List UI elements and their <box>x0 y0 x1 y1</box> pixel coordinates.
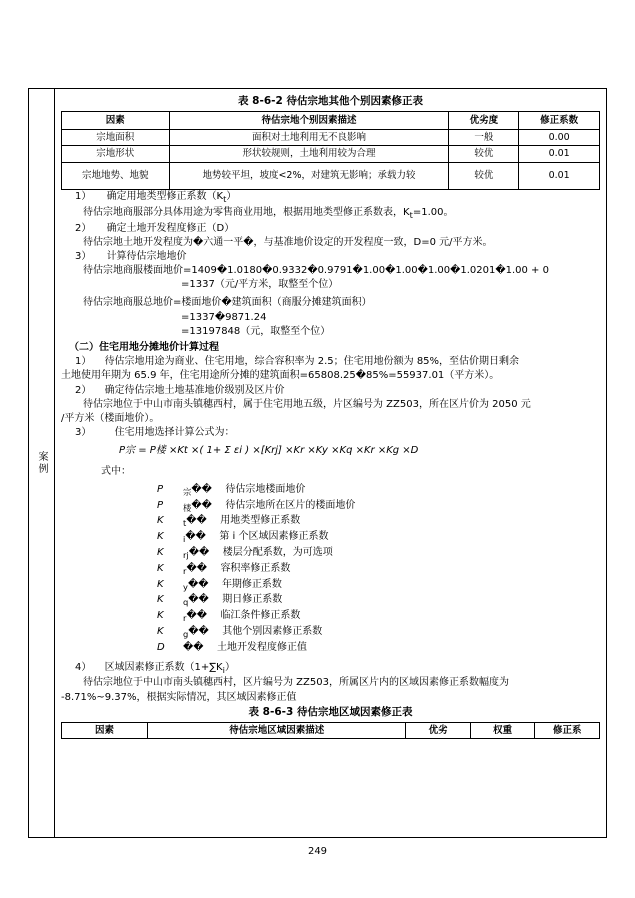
table1-header-quality: 优劣度 <box>449 111 519 129</box>
table2-header-weight: 权重 <box>470 722 535 738</box>
symbol-def-row <box>157 546 600 562</box>
section2-item4-heading-sub: i <box>222 664 225 675</box>
table-header-row <box>62 111 600 129</box>
item1-line <box>75 190 600 206</box>
symbol-10: D <box>157 641 165 653</box>
symbol-10-desc: 土地开发程度修正值 <box>217 641 307 653</box>
item1-body <box>83 206 600 222</box>
symbol-6-desc: 年期修正系数 <box>221 578 282 590</box>
table2-header-coefficient: 修正系 <box>535 722 600 738</box>
table1-r0-c3: 0.00 <box>519 129 600 145</box>
section2-item1-number: 1） <box>75 356 92 368</box>
case-label-cell <box>29 89 55 837</box>
section2-item3-number: 3） <box>75 427 92 439</box>
symbol-10-mark: �� <box>183 641 204 653</box>
item1-body-sub: t <box>409 209 413 220</box>
symbol-def-row <box>157 593 600 609</box>
symbol-3-desc: 第 i 个区域因素修正系数 <box>219 531 329 543</box>
symbol-1-desc: 待估宗地所在区片的楼面地价 <box>225 499 356 511</box>
table-other-individual-factors <box>61 111 600 190</box>
section2-item1-line <box>75 355 600 369</box>
symbol-4-mark: �� <box>188 546 210 558</box>
table1-r2-c1: 地势较平坦，坡度<2%，对建筑无影响；承载力较 <box>169 162 449 189</box>
symbol-6-sub: y <box>183 581 188 592</box>
item1-heading <box>107 191 237 202</box>
symbol-6-mark: �� <box>187 578 209 590</box>
section2-item3-line <box>75 426 600 440</box>
symbol-8: K <box>157 610 164 622</box>
symbol-9-mark: �� <box>188 626 209 637</box>
symbol-8-mark: �� <box>186 610 207 622</box>
symbol-7-sub: q <box>183 597 189 608</box>
symbol-def-row <box>157 578 600 594</box>
symbol-4-desc: 楼层分配系数，为可选项 <box>222 546 333 558</box>
symbol-0-mark: �� <box>191 483 212 495</box>
table1-header-description: 待估宗地个别因素描述 <box>169 111 449 129</box>
table1-r1-c0: 宗地形状 <box>62 146 170 162</box>
page-content <box>55 89 606 837</box>
item1-heading-tail: ） <box>226 190 237 202</box>
case-label-text: 案例 <box>36 451 47 475</box>
symbol-1: P <box>157 499 164 511</box>
section2-title: （二）住宅用地分摊地价计算过程 <box>69 342 219 353</box>
item1-number: 1） <box>75 190 92 202</box>
section2-item4-line2: -8.71%~9.37%，根据实际情况，其区域因素修正值 <box>61 691 297 703</box>
symbol-2-desc: 用地类型修正系数 <box>220 515 301 527</box>
section2-item4-line1: 待估宗地位于中山市南头镇穗西村，区片编号为 ZZ503，所属区片内的区域因素修正系数幅度为 <box>83 677 509 689</box>
table1-r1-c3: 0.01 <box>519 146 600 162</box>
table2-header-description: 待估宗地区域因素描述 <box>148 722 406 738</box>
item1-body-text2: =1.00。 <box>412 206 454 218</box>
table1-r1-c1: 形状较规则，土地利用较为合理 <box>169 146 449 162</box>
table-row <box>62 146 600 162</box>
section2-item4-heading <box>105 662 235 673</box>
symbol-5-mark: �� <box>186 562 207 574</box>
symbol-0-desc: 待估宗地楼面地价 <box>225 483 306 495</box>
section2-item3-heading: 住宅用地选择计算公式为： <box>114 427 235 439</box>
table1-header-coefficient: 修正系数 <box>519 111 600 129</box>
section2-item2-heading: 确定待估宗地土地基准地价级别及区片价 <box>104 384 285 396</box>
symbol-0: P <box>157 483 164 495</box>
table1-r1-c2: 较优 <box>449 146 519 162</box>
symbol-9: K <box>157 626 164 637</box>
symbol-def-row <box>157 514 600 530</box>
symbol-2-sub: t <box>183 518 187 529</box>
table2-title: 表 8-6-3 待估宗地区域因素修正表 <box>248 705 413 718</box>
table1-r2-c3: 0.01 <box>519 162 600 189</box>
symbol-def-row <box>157 562 600 578</box>
symbol-6: K <box>157 578 164 590</box>
table-header-row <box>62 722 600 738</box>
symbol-5-sub: r <box>183 565 187 576</box>
table2-header-factor: 因素 <box>62 722 148 738</box>
symbol-8-desc: 临江条件修正系数 <box>220 610 301 622</box>
table-row <box>62 162 600 189</box>
symbol-7-mark: �� <box>188 594 209 606</box>
item3-line <box>75 250 600 264</box>
where-label: 式中： <box>101 465 131 477</box>
section2-item4-line <box>75 661 600 677</box>
price-formula: P宗 = P楼 ×Kt ×( 1+ Σ εi ) ×[Krj] ×Kr ×Ky ×Kq ×Kr ×Kg ×D <box>119 445 419 457</box>
symbol-3-mark: �� <box>185 531 206 543</box>
symbol-7-desc: 期日修正系数 <box>222 594 283 606</box>
section2-item1-line2: 土地使用年期为 65.9 年，住宅用途所分摊的建筑面积=65808.25�85%=55937.01（平方米）。 <box>61 370 500 382</box>
symbol-def-row <box>157 499 600 515</box>
symbol-2-mark: �� <box>186 515 207 527</box>
item3-body-line5: =13197848（元，取整至个位） <box>181 325 331 337</box>
page-number: 249 <box>307 846 328 857</box>
item2-line <box>75 222 600 236</box>
table1-r2-c0: 宗地地势、地貌 <box>62 162 170 189</box>
item3-body-line1: 待估宗地商服楼面地价=1409�1.0180�0.9332�0.9791�1.00�1.00�1.00�1.0201�1.00 + 0 <box>83 265 549 277</box>
symbol-7: K <box>157 594 164 606</box>
symbol-9-sub: g <box>183 629 189 639</box>
symbol-5: K <box>157 562 164 574</box>
symbol-3: K <box>157 531 164 543</box>
symbol-def-row <box>157 641 600 657</box>
symbol-9-desc: 其他个别因素修正系数 <box>222 626 323 637</box>
item3-body-line4: =1337�9871.24 <box>181 311 267 323</box>
section2-item2-line <box>75 384 600 398</box>
item1-body-text1: 待估宗地商服部分具体用途为零售商业用地，根据用地类型修正系数表，K <box>83 206 410 218</box>
case-box <box>28 88 607 838</box>
item3-body-line2: =1337（元/平方米，取整至个位） <box>181 279 339 291</box>
table-row <box>62 129 600 145</box>
symbol-4: K <box>157 546 164 558</box>
table1-r0-c2: 一般 <box>449 129 519 145</box>
section2-item4-number: 4） <box>75 661 92 673</box>
symbol-def-row <box>157 609 600 625</box>
section2-item2-line1: 待估宗地位于中山市南头镇穗西村，属于住宅用地五级，片区编号为 ZZ503，所在区片价为 2050 元 <box>83 398 531 410</box>
symbol-def-row <box>157 530 600 546</box>
item3-body-line3: 待估宗地商服总地价=楼面地价�建筑面积（商服分摊建筑面积） <box>83 297 372 309</box>
symbol-0-sub: 宗 <box>183 486 192 497</box>
section2-item4-heading-text: 区域因素修正系数（1+∑K <box>104 661 223 673</box>
table-regional-factors <box>61 722 600 739</box>
table1-r2-c2: 较优 <box>449 162 519 189</box>
section2-item1-heading: 待估宗地用途为商业、住宅用地，综合容积率为 2.5；住宅用地份额为 85%，至估价期日剩余 <box>104 356 520 368</box>
symbol-2: K <box>157 515 164 527</box>
table2-header-quality: 优劣 <box>406 722 471 738</box>
item2-number: 2） <box>75 222 92 234</box>
table1-header-factor: 因素 <box>62 111 170 129</box>
symbol-8-sub: r <box>183 613 187 624</box>
item1-heading-sub: t <box>223 193 227 204</box>
symbol-1-sub: 楼 <box>183 502 192 513</box>
symbol-def-row <box>157 483 600 499</box>
symbol-3-sub: i <box>183 534 186 545</box>
symbol-def-row <box>157 625 600 641</box>
item2-heading: 确定土地开发程度修正（D） <box>106 222 235 234</box>
section2-item2-line2: /平方米（楼面地价）。 <box>61 412 160 424</box>
table1-r0-c1: 面积对土地利用无不良影响 <box>169 129 449 145</box>
item2-body: 待估宗地土地开发程度为�六通一平�，与基准地价设定的开发程度一致，D=0 元/平方米。 <box>83 236 493 248</box>
symbol-1-mark: �� <box>191 499 212 511</box>
table1-title: 表 8-6-2 待估宗地其他个别因素修正表 <box>238 95 423 107</box>
table1-r0-c0: 宗地面积 <box>62 129 170 145</box>
symbol-4-sub: rj <box>183 549 189 560</box>
section2-item4-heading-tail: ） <box>224 661 235 673</box>
item1-heading-text: 确定用地类型修正系数（K <box>106 190 224 202</box>
symbol-5-desc: 容积率修正系数 <box>220 562 291 574</box>
item3-heading: 计算待估宗地地价 <box>106 250 187 262</box>
section2-item2-number: 2） <box>75 384 92 396</box>
item3-number: 3） <box>75 250 92 262</box>
